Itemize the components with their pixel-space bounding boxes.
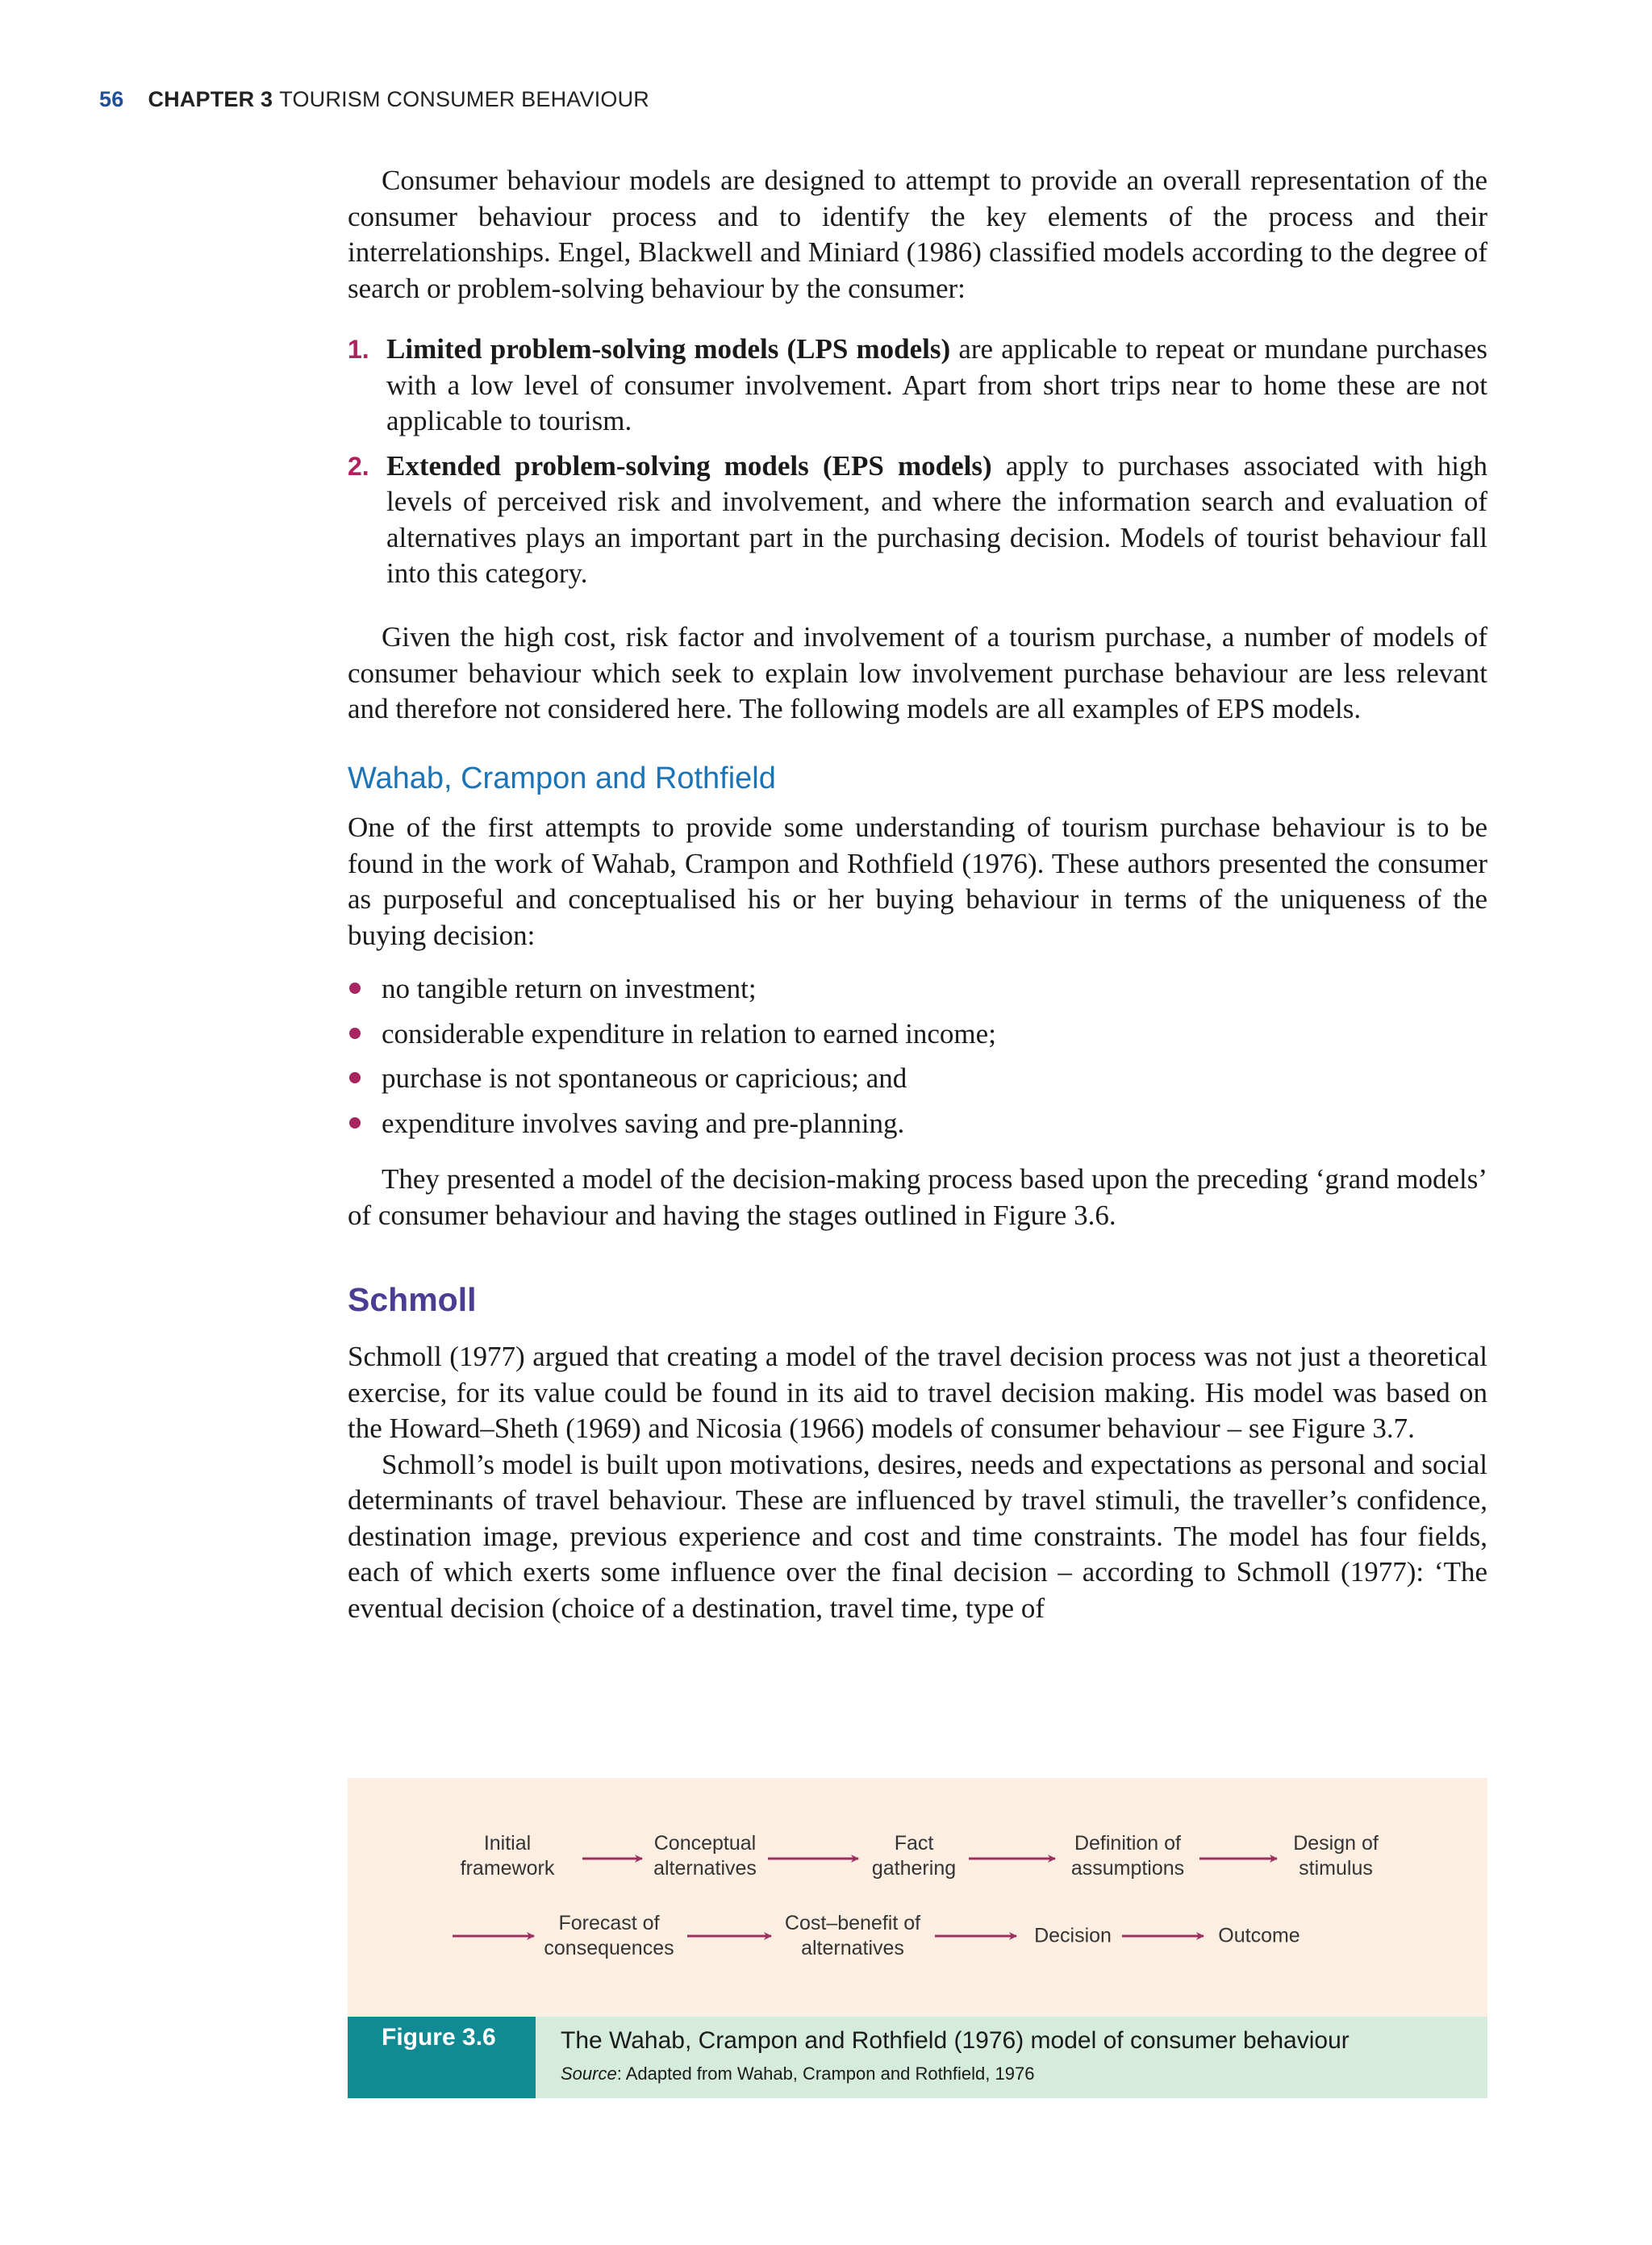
flow-node-cost-benefit: Cost–benefit of alternatives xyxy=(784,1912,921,1959)
wahab-conclusion-paragraph: They presented a model of the decision-making process based upon the preceding ‘grand models’ of consumer behaviour and having the stages outlined in Figure 3.6. xyxy=(348,1163,1487,1231)
list-text: are applicable to repeat or mundane purchases with a low level of consumer involvement. Apart from short trips near to home these are not applicable to tourism. xyxy=(386,333,1487,436)
wahab-paragraph: One of the first attempts to provide some understanding of tourism purchase behaviour is to be found in the work of Wahab, Crampon and Rothfield (1976). These authors presented the consumer as purposeful and conceptualised his or her buying behaviour in terms of the uniqueness of the buying decision: xyxy=(348,812,1487,951)
bullet-text: purchase is not spontaneous or capricious; and xyxy=(382,1062,907,1094)
flow-node-fact-gathering: Fact gathering xyxy=(871,1832,957,1880)
flow-node-forecast-of-consequences: Forecast of consequences xyxy=(544,1912,674,1959)
chapter-label: CHAPTER 3 xyxy=(148,87,273,111)
figure-source xyxy=(561,2063,1034,2084)
intro-paragraph: Consumer behaviour models are designed to attempt to provide an overall representation of the consumer behaviour process and to identify the key elements of the process and their interrelationships. Engel, Blackwell and Miniard (1986) classified models according to the degree of search or problem-solving behaviour by the consumer: xyxy=(348,165,1487,304)
section-heading-wahab: Wahab, Crampon and Rothfield xyxy=(348,762,776,795)
section-heading-schmoll: Schmoll xyxy=(348,1281,477,1318)
figure-label: Figure 3.6 xyxy=(348,2017,536,2098)
list-number: 1. xyxy=(348,335,369,364)
list-text: apply to purchases associated with high levels of perceived risk and involvement, and where the information search and evaluation of alternatives plays an important part in the purchasing decision. Models of tourist behaviour fall into this category. xyxy=(386,449,1487,589)
list-term: Extended problem-solving models (EPS models) xyxy=(386,449,992,482)
flow-node-decision: Decision xyxy=(1034,1924,1112,1947)
flow-node-initial-framework: Initial framework xyxy=(460,1832,555,1880)
chapter-title: TOURISM CONSUMER BEHAVIOUR xyxy=(279,87,650,111)
figure-title: The Wahab, Crampon and Rothfield (1976) model of consumer behaviour xyxy=(561,2027,1350,2054)
flow-node-outcome: Outcome xyxy=(1218,1924,1300,1947)
given-paragraph: Given the high cost, risk factor and involvement of a tourism purchase, a number of models of consumer behaviour which seek to explain low involvement purchase behaviour are less relevant and therefore not considered here. The following models are all examples of EPS models. xyxy=(348,621,1487,724)
list-number: 2. xyxy=(348,451,369,481)
flow-node-design-of-stimulus: Design of stimulus xyxy=(1293,1832,1379,1880)
flow-node-conceptual-alternatives: Conceptual alternatives xyxy=(653,1832,757,1880)
schmoll-paragraph-2: Schmoll’s model is built upon motivations, desires, needs and expectations as personal and social determinants of travel behaviour. These are influenced by travel stimuli, the traveller’s confidence, destination image, previous experience and cost and time constraints. The model has four fields, each of which exerts some influence over the final decision – according to Schmoll (1977): ‘The eventual decision (choice of a destination, travel time, type of xyxy=(348,1448,1487,1624)
figure-source-label: Source xyxy=(561,2063,617,2084)
bullet-text: considerable expenditure in relation to earned income; xyxy=(382,1017,996,1049)
list-term: Limited problem-solving models (LPS models) xyxy=(386,333,951,365)
bullet-text: no tangible return on investment; xyxy=(382,973,757,1004)
page-number: 56 xyxy=(99,87,124,111)
figure-source-text: : Adapted from Wahab, Crampon and Rothfield, 1976 xyxy=(616,2063,1035,2084)
flow-node-definition-of-assumptions: Definition of assumptions xyxy=(1070,1832,1185,1880)
bullet-text: expenditure involves saving and pre-planning. xyxy=(382,1107,905,1139)
schmoll-paragraph-1: Schmoll (1977) argued that creating a model of the travel decision process was not just a theoretical exercise, for its value could be found in its aid to travel decision making. His model was based on the Howard–Sheth (1969) and Nicosia (1966) models of consumer behaviour – see Figure 3.7. xyxy=(348,1341,1487,1444)
